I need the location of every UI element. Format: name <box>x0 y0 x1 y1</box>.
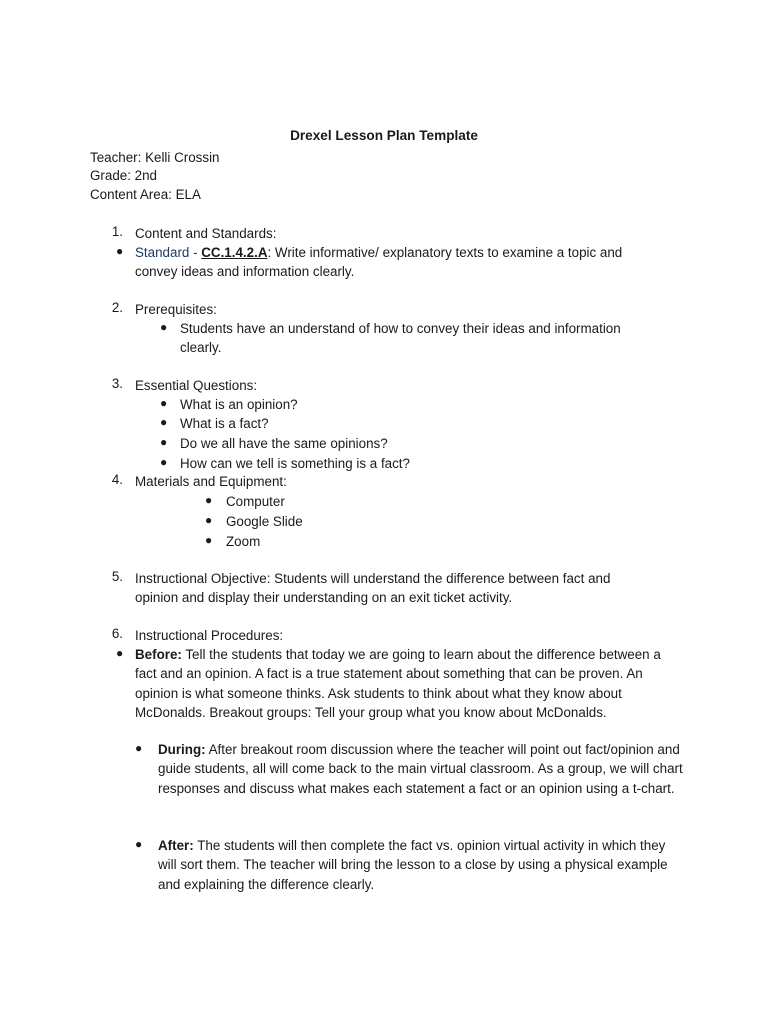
section-6-number: 6. <box>111 626 123 641</box>
prerequisite-item: Students have an understand of how to convey their ideas and information clearly. <box>180 321 621 356</box>
bullet-icon: ● <box>205 513 213 527</box>
bullet-icon: ● <box>160 415 168 429</box>
standard-label: Standard - <box>135 245 202 260</box>
after-label: After: <box>158 838 194 853</box>
content-area-line: Content Area: ELA <box>90 187 201 202</box>
bullet-icon: ● <box>160 396 168 410</box>
section-2-heading: Prerequisites: <box>135 302 217 317</box>
section-6-heading: Instructional Procedures: <box>135 628 284 643</box>
section-3-number: 3. <box>111 376 123 391</box>
section-5-number: 5. <box>111 569 123 584</box>
bullet-icon: ● <box>135 837 143 851</box>
after-text: The students will then complete the fact vs. opinion virtual activity in which they will sort them. The teacher will bring the lesson to a close by using a physical example and explaining the difference clearly. <box>158 838 668 892</box>
section-3-heading: Essential Questions: <box>135 378 258 393</box>
standard-item <box>135 243 665 282</box>
bullet-icon: ● <box>160 435 168 449</box>
standard-code: CC.1.4.2.A <box>201 245 268 260</box>
bullet-icon: ● <box>205 533 213 547</box>
material-item: Computer <box>226 494 285 509</box>
procedure-during <box>158 740 683 798</box>
before-text: Tell the students that today we are going to learn about the difference between a fact and an opinion. A fact is a true statement about something that can be proven. An opinion is what someone thinks. Ask students to think about what they know about McDonalds. Breakout groups: Tell your group what you know about McDonalds. <box>135 647 661 720</box>
material-item: Zoom <box>226 534 261 549</box>
bullet-icon: ● <box>160 455 168 469</box>
bullet-icon: ● <box>116 646 124 660</box>
section-4-heading: Materials and Equipment: <box>135 474 287 489</box>
standard-text: : Write informative/ explanatory texts to examine a topic and convey ideas and information clearly. <box>135 245 623 280</box>
bullet-icon: ● <box>116 244 124 258</box>
before-label: Before: <box>135 647 182 662</box>
procedure-before <box>135 645 685 722</box>
question-item: What is a fact? <box>180 416 269 431</box>
bullet-icon: ● <box>205 493 213 507</box>
teacher-line: Teacher: Kelli Crossin <box>90 150 220 165</box>
question-item: Do we all have the same opinions? <box>180 436 388 451</box>
section-4-number: 4. <box>111 472 123 487</box>
section-1-number: 1. <box>111 224 123 239</box>
instructional-objective: Instructional Objective: Students will understand the difference between fact and opinion and display their understanding on an exit ticket activity. <box>135 571 611 606</box>
procedure-after <box>158 836 678 894</box>
during-text: After breakout room discussion where the teacher will point out fact/opinion and guide students, all will come back to the main virtual classroom. As a group, we will chart responses and discuss what makes each statement a fact or an opinion using a t-chart. <box>158 742 683 796</box>
section-1-heading: Content and Standards: <box>135 226 277 241</box>
grade-line: Grade: 2nd <box>90 168 157 183</box>
bullet-icon: ● <box>160 320 168 334</box>
section-2-number: 2. <box>111 300 123 315</box>
document-title: Drexel Lesson Plan Template <box>290 128 478 143</box>
material-item: Google Slide <box>226 514 303 529</box>
question-item: How can we tell is something is a fact? <box>180 456 410 471</box>
question-item: What is an opinion? <box>180 397 298 412</box>
bullet-icon: ● <box>135 741 143 755</box>
during-label: During: <box>158 742 206 757</box>
